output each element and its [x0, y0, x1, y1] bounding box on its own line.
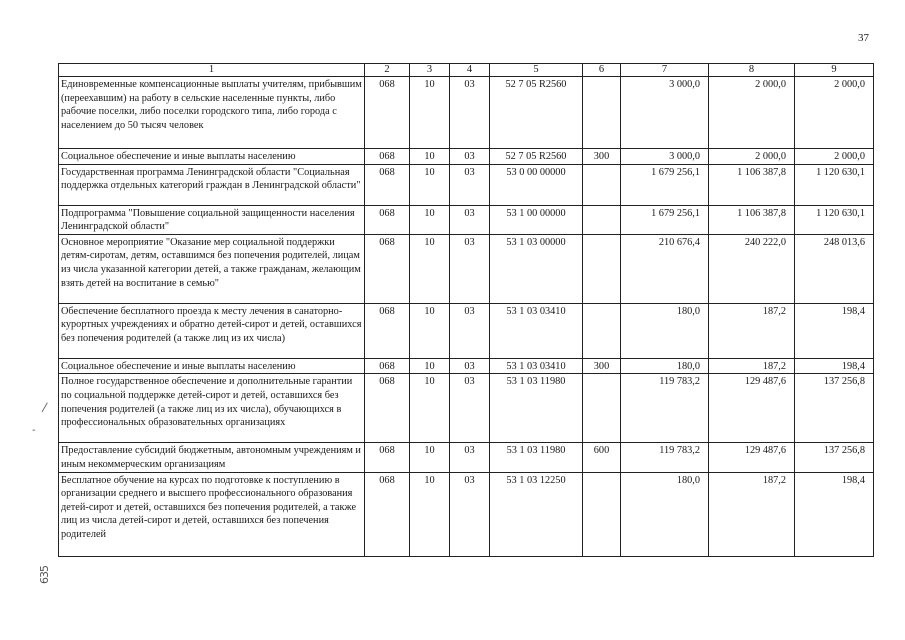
target-article-cell: 53 1 03 03410 — [490, 303, 583, 358]
amount-cell: 137 256,8 — [795, 443, 874, 472]
amount-cell: 240 222,0 — [709, 234, 795, 303]
subsection-cell: 03 — [450, 443, 490, 472]
ved-code-cell: 068 — [365, 443, 410, 472]
amount-cell: 180,0 — [621, 472, 709, 556]
row-name-cell: Социальное обеспечение и иные выплаты населению — [59, 358, 365, 374]
column-header: 2 — [365, 64, 410, 77]
section-cell: 10 — [410, 234, 450, 303]
subsection-cell: 03 — [450, 358, 490, 374]
column-header: 7 — [621, 64, 709, 77]
expense-type-cell: 300 — [583, 358, 621, 374]
amount-cell: 1 120 630,1 — [795, 205, 874, 234]
amount-cell: 180,0 — [621, 358, 709, 374]
amount-cell: 198,4 — [795, 472, 874, 556]
row-name-cell: Полное государственное обеспечение и дополнительные гарантии по социальной поддержке детей-сирот и детей, оставшихся без попечения родителей (а также лиц из их числа), обучающихся в профессиональных образовательных организациях — [59, 374, 365, 443]
amount-cell: 129 487,6 — [709, 443, 795, 472]
amount-cell: 129 487,6 — [709, 374, 795, 443]
amount-cell: 1 679 256,1 — [621, 205, 709, 234]
ved-code-cell: 068 — [365, 234, 410, 303]
amount-cell: 2 000,0 — [709, 77, 795, 149]
ved-code-cell: 068 — [365, 205, 410, 234]
amount-cell: 119 783,2 — [621, 374, 709, 443]
table-row — [59, 164, 874, 205]
column-header: 8 — [709, 64, 795, 77]
row-name-cell: Обеспечение бесплатного проезда к месту лечения в санаторно-курортных учреждениях и обратно детей-сирот и детей, оставшихся без попечения родителей (а также лиц из их числа) — [59, 303, 365, 358]
amount-cell: 1 106 387,8 — [709, 164, 795, 205]
subsection-cell: 03 — [450, 472, 490, 556]
ved-code-cell: 068 — [365, 374, 410, 443]
ved-code-cell: 068 — [365, 358, 410, 374]
section-cell: 10 — [410, 374, 450, 443]
target-article-cell: 53 1 00 00000 — [490, 205, 583, 234]
expense-type-cell — [583, 472, 621, 556]
amount-cell: 3 000,0 — [621, 149, 709, 165]
section-cell: 10 — [410, 77, 450, 149]
amount-cell: 2 000,0 — [709, 149, 795, 165]
amount-cell: 1 106 387,8 — [709, 205, 795, 234]
column-header: 1 — [59, 64, 365, 77]
row-name-cell: Государственная программа Ленинградской области "Социальная поддержка отдельных категорий граждан в Ленинградской области" — [59, 164, 365, 205]
expense-type-cell — [583, 374, 621, 443]
ved-code-cell: 068 — [365, 149, 410, 165]
section-cell: 10 — [410, 303, 450, 358]
amount-cell: 1 679 256,1 — [621, 164, 709, 205]
row-name-cell: Социальное обеспечение и иные выплаты населению — [59, 149, 365, 165]
margin-pen-mark: - — [32, 425, 36, 436]
column-header: 3 — [410, 64, 450, 77]
row-name-cell: Единовременные компенсационные выплаты учителям, прибывшим (переехавшим) на работу в сельские населенные пункты, либо рабочие поселки, либо поселки городского типа, либо города с населением до 50 тысяч человек — [59, 77, 365, 149]
column-header: 6 — [583, 64, 621, 77]
amount-cell: 187,2 — [709, 358, 795, 374]
budget-table — [58, 63, 874, 557]
table-row — [59, 374, 874, 443]
expense-type-cell: 600 — [583, 443, 621, 472]
amount-cell: 248 013,6 — [795, 234, 874, 303]
subsection-cell: 03 — [450, 303, 490, 358]
amount-cell: 198,4 — [795, 358, 874, 374]
table-row — [59, 443, 874, 472]
section-cell: 10 — [410, 358, 450, 374]
table-row — [59, 234, 874, 303]
table-row — [59, 77, 874, 149]
ved-code-cell: 068 — [365, 164, 410, 205]
margin-stamp: 635 — [38, 566, 51, 584]
amount-cell: 187,2 — [709, 472, 795, 556]
expense-type-cell — [583, 205, 621, 234]
subsection-cell: 03 — [450, 149, 490, 165]
expense-type-cell — [583, 164, 621, 205]
expense-type-cell — [583, 77, 621, 149]
column-header: 5 — [490, 64, 583, 77]
column-header: 9 — [795, 64, 874, 77]
expense-type-cell — [583, 234, 621, 303]
subsection-cell: 03 — [450, 164, 490, 205]
amount-cell: 137 256,8 — [795, 374, 874, 443]
table-row — [59, 205, 874, 234]
section-cell: 10 — [410, 443, 450, 472]
target-article-cell: 53 1 03 12250 — [490, 472, 583, 556]
ved-code-cell: 068 — [365, 472, 410, 556]
subsection-cell: 03 — [450, 205, 490, 234]
subsection-cell: 03 — [450, 234, 490, 303]
row-name-cell: Подпрограмма "Повышение социальной защищенности населения Ленинградской области" — [59, 205, 365, 234]
subsection-cell: 03 — [450, 77, 490, 149]
target-article-cell: 53 1 03 03410 — [490, 358, 583, 374]
amount-cell: 180,0 — [621, 303, 709, 358]
table-row — [59, 358, 874, 374]
table-row — [59, 149, 874, 165]
ved-code-cell: 068 — [365, 77, 410, 149]
subsection-cell: 03 — [450, 374, 490, 443]
table-row — [59, 472, 874, 556]
target-article-cell: 53 1 03 11980 — [490, 374, 583, 443]
target-article-cell: 52 7 05 R2560 — [490, 149, 583, 165]
expense-type-cell — [583, 303, 621, 358]
amount-cell: 1 120 630,1 — [795, 164, 874, 205]
section-cell: 10 — [410, 205, 450, 234]
amount-cell: 210 676,4 — [621, 234, 709, 303]
column-header: 4 — [450, 64, 490, 77]
amount-cell: 2 000,0 — [795, 77, 874, 149]
table-header-row — [59, 64, 874, 77]
amount-cell: 3 000,0 — [621, 77, 709, 149]
section-cell: 10 — [410, 164, 450, 205]
target-article-cell: 53 1 03 00000 — [490, 234, 583, 303]
amount-cell: 119 783,2 — [621, 443, 709, 472]
expense-type-cell: 300 — [583, 149, 621, 165]
row-name-cell: Предоставление субсидий бюджетным, автономным учреждениям и иным некоммерческим организациям — [59, 443, 365, 472]
amount-cell: 187,2 — [709, 303, 795, 358]
table-row — [59, 303, 874, 358]
section-cell: 10 — [410, 472, 450, 556]
target-article-cell: 52 7 05 R2560 — [490, 77, 583, 149]
ved-code-cell: 068 — [365, 303, 410, 358]
row-name-cell: Основное мероприятие "Оказание мер социальной поддержки детям-сиротам, детям, оставшимся без попечения родителей, лицам из числа указанной категории детей, а также гражданам, желающим взять детей на воспитание в семью" — [59, 234, 365, 303]
target-article-cell: 53 0 00 00000 — [490, 164, 583, 205]
amount-cell: 2 000,0 — [795, 149, 874, 165]
margin-pen-mark: — — [34, 398, 54, 416]
section-cell: 10 — [410, 149, 450, 165]
target-article-cell: 53 1 03 11980 — [490, 443, 583, 472]
amount-cell: 198,4 — [795, 303, 874, 358]
page-number: 37 — [858, 32, 869, 44]
row-name-cell: Бесплатное обучение на курсах по подготовке к поступлению в организации среднего и высшего профессионального образования детей-сирот и детей, оставшихся без попечения родителей, а также лиц из числа детей-сирот и детей, оставшихся без попечения родителей — [59, 472, 365, 556]
